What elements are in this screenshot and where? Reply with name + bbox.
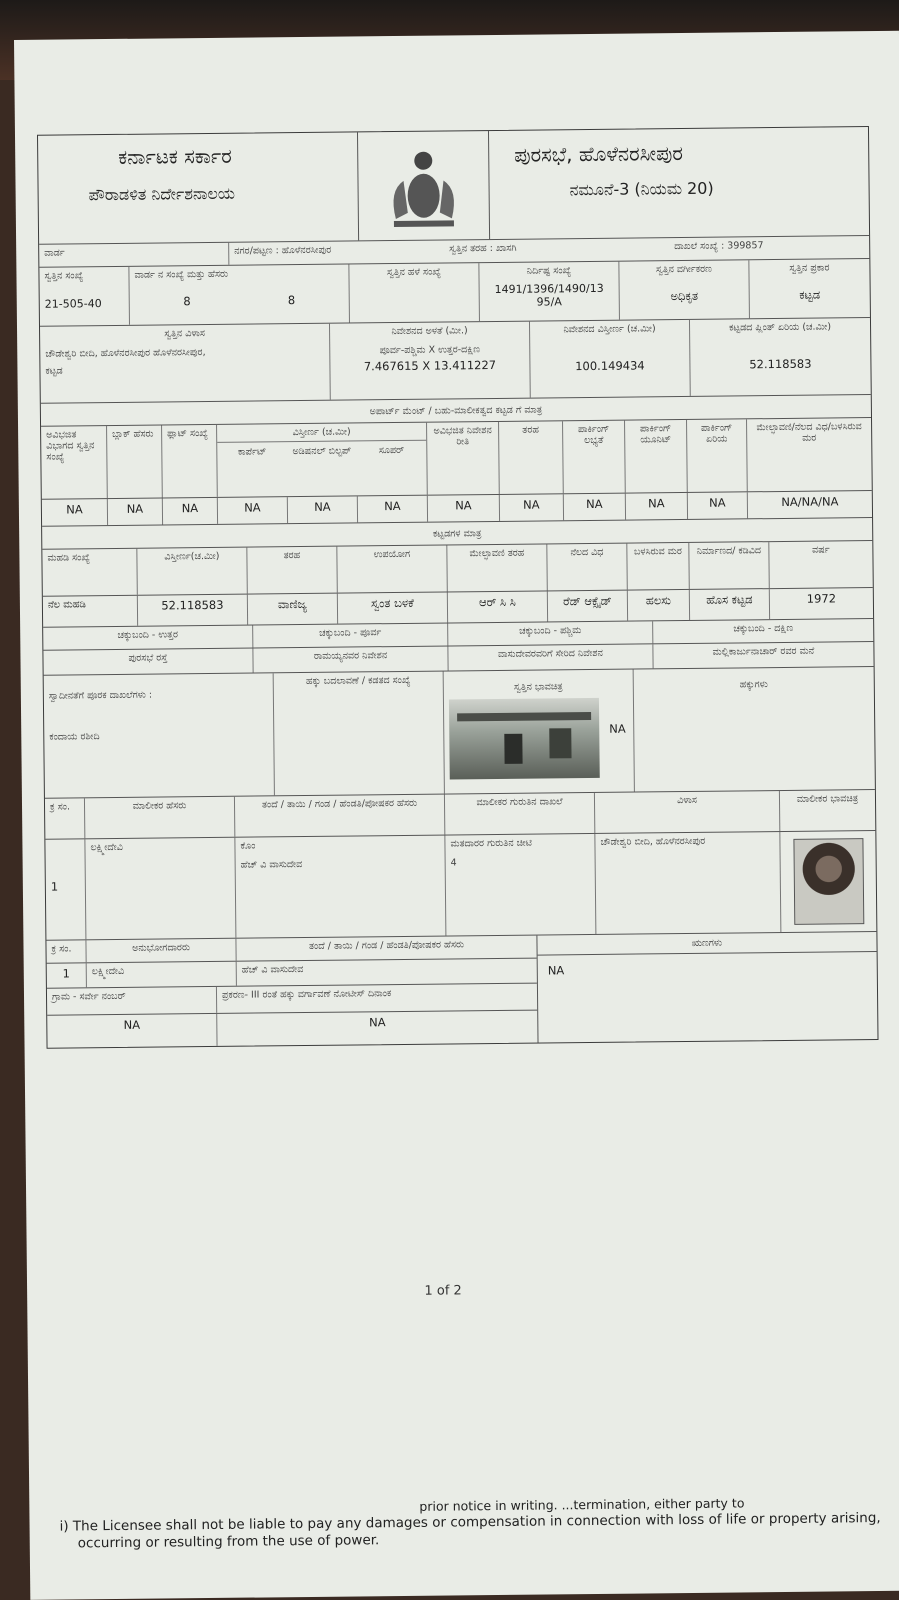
ward-cell xyxy=(129,265,350,325)
rights-label: ಹಕ್ಕುಗಳು xyxy=(739,679,768,691)
header-right xyxy=(489,127,869,239)
apt-col-8: ತರಹ xyxy=(499,421,564,494)
rights-value: NA xyxy=(609,721,626,736)
apt-val-3: NA xyxy=(163,498,218,525)
apt-col-7: ಅವಿಭಜಿತ ನಿವೇಶನ ರೀತಿ xyxy=(427,422,500,495)
classification-label: ಸ್ವತ್ತಿನ ವರ್ಗೀಕರಣ xyxy=(655,263,712,276)
property-register-form xyxy=(37,126,879,1135)
header-left xyxy=(38,132,359,243)
owner-id-value: 4 xyxy=(450,857,457,869)
transfer-file-cell xyxy=(274,672,445,796)
underlying-page-text xyxy=(59,1493,899,1553)
notice-value: NA xyxy=(368,1015,386,1030)
bldg-val-6: ರೆಡ್ ಆಕ್ಸೈಡ್ xyxy=(548,591,628,622)
apt-val-10: NA xyxy=(626,493,688,520)
bldg-col-3: ತರಹ xyxy=(247,547,337,594)
documents-value: ಕಂದಾಯ ರಶೀದಿ xyxy=(49,731,100,743)
boundary-east: ರಾಮಯ್ಯನವರ ನಿವೇಶನ xyxy=(253,646,448,672)
address-line: ಚೌಡೇಶ್ವರಿ ಬೀದಿ, ಹೊಳೆನರಸೀಪುರ ಹೊಳೆನರಸೀಪುರ, xyxy=(45,347,206,360)
address-line-2: ಕಟ್ಟಡ xyxy=(45,365,63,377)
transfer-file-label: ಹಕ್ಕು ಬದಲಾವಣೆ / ಕಡತದ ಸಂಖ್ಯೆ xyxy=(305,674,411,687)
plinth-cell xyxy=(690,318,871,396)
owner-value-row xyxy=(45,831,876,941)
bldg-col-2: ವಿಸ್ತೀರ್ಣ(ಚ.ಮೀ) xyxy=(137,548,247,595)
owner-address: ಚೌಡೇಶ್ವರಿ ಬೀದಿ, ಹೊಳೆನರಸೀಪುರ xyxy=(595,832,781,934)
address-cell xyxy=(40,324,331,403)
type-label: ಸ್ವತ್ತಿನ ಪ್ರಕಾರ xyxy=(789,262,830,274)
property-id-cell xyxy=(39,267,130,326)
site-dims: 7.467615 X 13.411227 xyxy=(363,357,497,374)
apt-val-4: NA xyxy=(218,497,288,524)
form-frame xyxy=(37,126,879,1049)
ward-label: ವಾರ್ಡ ನ ಸಂಖ್ಯೆ ಮತ್ತು ಹೆಸರು xyxy=(134,268,229,281)
survey-label: ಗ್ರಾಮ - ಸರ್ವೇ ನಂಬರ್ xyxy=(47,987,217,1015)
encumbrance-cell xyxy=(537,932,877,1043)
boundary-west: ವಾಸುದೇವರವರಿಗೆ ಸೇರಿದ ನಿವೇಶನ xyxy=(448,644,653,670)
occupant-section xyxy=(46,932,877,1048)
boundary-west-label: ಚಕ್ಕುಬಂದಿ - ಪಶ್ಚಿಮ xyxy=(448,621,653,645)
type: ಕಟ್ಟಡ xyxy=(799,287,821,302)
owner-id-type: ಮತದಾರರ ಗುರುತಿನ ಚೀಟಿ xyxy=(450,837,532,850)
occupant-col-no: ಕ್ರ ಸಂ. xyxy=(46,940,86,962)
survey-value: NA xyxy=(47,1014,217,1048)
specific-number: 1491/1396/1490/13 95/A xyxy=(494,281,604,309)
apt-val-11: NA xyxy=(688,492,748,519)
site-area-label: ನಿವೇಶನದ ವಿಸ್ತೀರ್ಣ (ಚ.ಮೀ) xyxy=(563,323,656,336)
bldg-col-6: ನೆಲದ ವಿಧ xyxy=(547,544,627,591)
apt-col-12: ಮೇಲ್ಛಾವಣಿ/ನೆಲದ ವಿಧ/ಬಳಸಿರುವ ಮರ xyxy=(756,421,862,444)
notice-label: ಪ್ರಕರಣ- III ರಂತೆ ಹಕ್ಕು ವರ್ಗಾವಣೆ ನೋಟೀಸ್ ದಿನಾಂಕ xyxy=(221,988,392,1001)
building-title: ಕಟ್ಟಡಗಳ ಮಾತ್ರ xyxy=(432,527,482,540)
occupant-no: 1 xyxy=(47,963,87,987)
apt-val-12: NA/NA/NA xyxy=(781,494,839,509)
bldg-val-8: ಹೊಸ ಕಟ್ಟಡ xyxy=(690,589,770,620)
ward-side-label: ವಾರ್ಡ xyxy=(39,243,229,267)
occupant-col-relation: ತಂದೆ / ತಾಯಿ / ಗಂಡ / ಹೆಂಡತಿ/ಪೋಷಕರ ಹೆಸರು xyxy=(308,939,465,952)
apt-val-2: NA xyxy=(108,498,163,525)
form-number: ನಮೂನೆ-3 (ನಿಯಮ 20) xyxy=(569,178,714,200)
owner-photo xyxy=(793,838,864,925)
apt-area-group-label: ವಿಸ್ತೀರ್ಣ (ಚ.ಮೀ) xyxy=(217,423,426,443)
site-area-cell xyxy=(530,320,691,398)
paper-page xyxy=(14,31,899,1600)
row-address xyxy=(40,318,871,404)
apartment-header-row xyxy=(41,418,872,500)
owner-relation-cell xyxy=(235,836,446,938)
apt-val-7: NA xyxy=(428,495,500,522)
apt-col-11: ಪಾರ್ಕಿಂಗ್ ಏರಿಯ xyxy=(687,419,748,492)
apt-col-5: ಅಡಿಷನಲ್ ಬಿಲ್ಟಪ್ xyxy=(292,445,352,458)
apartment-title: ಅಪಾರ್ಟ್ ಮೆಂಟ್ / ಬಹು-ಮಾಲೀಕತ್ವದ ಕಟ್ಟಡ ಗೆ ಮಾತ್ರ xyxy=(369,403,543,417)
apt-col-10: ಪಾರ್ಕಿಂಗ್ ಯೂನಿಟ್ xyxy=(625,420,688,493)
boundary-north: ಪುರಸಭೆ ರಸ್ತೆ xyxy=(43,649,253,675)
site-area: 100.149434 xyxy=(575,358,645,374)
bldg-col-7: ಬಳಸಿರುವ ಮರ xyxy=(627,543,689,590)
occupant-left xyxy=(46,936,538,1048)
apt-area-group xyxy=(217,423,428,497)
bldg-col-1: ಮಹಡಿ ಸಂಖ್ಯೆ xyxy=(42,549,137,596)
owner-col-relation: ತಂದೆ / ತಾಯಿ / ಗಂಡ / ಹೆಂಡತಿ/ಪೋಷಕರ ಹೆಸರು xyxy=(235,795,445,837)
bldg-val-2: 52.118583 xyxy=(138,595,248,626)
apt-val-5: NA xyxy=(288,496,358,523)
underlying-line-0: prior notice in writing. ...termination, either party to xyxy=(419,1495,745,1514)
owner-name: ಲಕ್ಷ್ಮೀದೇವಿ xyxy=(85,838,236,940)
underlying-line-1: i) The Licensee shall not be liable to pay any damages or compensation in connection with loss of life or property arising, xyxy=(59,1510,881,1535)
owner-col-address: ವಿಳಾಸ xyxy=(595,791,780,833)
classification-cell xyxy=(619,260,750,319)
boundary-north-label: ಚಕ್ಕುಬಂದಿ - ಉತ್ತರ xyxy=(43,626,253,650)
property-photo xyxy=(449,698,600,780)
apt-val-8: NA xyxy=(500,494,564,521)
owner-col-photo: ಮಾಲೀಕರ ಭಾವಚಿತ್ರ xyxy=(796,793,859,805)
occupant-relation: ಹೆಚ್ ವಿ ವಾಸುದೇವ xyxy=(241,964,304,976)
form-header xyxy=(38,127,869,245)
boundary-east-label: ಚಕ್ಕುಬಂದಿ - ಪೂರ್ವ xyxy=(253,623,448,647)
encumbrance-value: NA xyxy=(547,963,565,978)
bldg-val-1: ನೆಲ ಮಹಡಿ xyxy=(43,596,138,627)
bldg-col-9: ವರ್ಷ xyxy=(812,544,830,556)
bldg-val-9: 1972 xyxy=(806,591,837,606)
emblem-box xyxy=(358,131,490,240)
boundary-south-label: ಚಕ್ಕುಬಂದಿ - ದಕ್ಷಿಣ xyxy=(733,622,794,635)
apt-val-6: NA xyxy=(358,496,428,523)
apt-val-9: NA xyxy=(564,494,626,521)
dims-orientation: ಪೂರ್ವ-ಪಶ್ಚಿಮ X ಉತ್ತರ-ದಕ್ಷಿಣ xyxy=(379,344,481,357)
ward-number: 8 xyxy=(183,294,191,309)
address-label: ಸ್ವತ್ತಿನ ವಿಳಾಸ xyxy=(164,328,205,340)
govt-title: ಕರ್ನಾಟಕ ಸರ್ಕಾರ xyxy=(118,143,232,169)
bldg-val-3: ವಾಣಿಜ್ಯ xyxy=(248,594,338,625)
boundary-south: ಮಲ್ಲಿಕಾರ್ಜುನಾಚಾರ್ ರವರ ಮನೆ xyxy=(712,645,815,658)
type-cell xyxy=(749,259,870,318)
apt-col-2: ಬ್ಲಾಕ್ ಹೆಸರು xyxy=(107,425,163,498)
property-no-label: ಸ್ವತ್ತಿನ ಸಂಖ್ಯೆ xyxy=(44,270,84,282)
bldg-col-5: ಮೇಲ್ಛಾವಣಿ ತರಹ xyxy=(447,544,547,591)
specific-number-label: ನಿರ್ದಿಷ್ಟ ಸಂಖ್ಯೆ xyxy=(526,265,572,277)
apt-col-1: ಅವಿಭಜಿತ ವಿಭಾಗದ ಸ್ವತ್ತಿನ ಸಂಖ್ಯೆ xyxy=(41,426,108,499)
documents-label: ಸ್ವಾದೀನತೆಗೆ ಪೂರಕ ದಾಖಲೆಗಳು : xyxy=(48,689,153,702)
owner-photo-cell xyxy=(780,831,876,932)
directorate-title: ಪೌರಾಡಳಿತ ನಿರ್ದೇಶನಾಲಯ xyxy=(88,183,236,205)
documents-cell xyxy=(44,673,275,797)
property-photo-label: ಸ್ವತ್ತಿನ ಭಾವಚಿತ್ರ xyxy=(513,681,563,693)
site-dims-cell xyxy=(330,322,531,400)
owner-id-cell xyxy=(445,834,596,936)
apt-col-9: ಪಾರ್ಕಿಂಗ್ ಲಭ್ಯತೆ xyxy=(563,421,626,494)
entry-number-label: ದಾಖಲೆ ಸಂಖ್ಯೆ : 399857 xyxy=(674,240,764,253)
apt-val-1: NA xyxy=(42,499,108,526)
owner-col-id: ಮಾಲೀಕರ ಗುರುತಿನ ದಾಖಲೆ xyxy=(445,793,595,835)
bldg-col-8: ನಿರ್ಮಾಣದ/ ಕಡಿವಿದ xyxy=(689,542,769,589)
apt-col-3: ಫ್ಲಾಟ್ ಸಂಖ್ಯೆ xyxy=(162,425,218,498)
owner-col-name: ಮಾಲೀಕರ ಹೆಸರು xyxy=(85,797,235,839)
apt-col-6: ಸೂಪರ್ xyxy=(378,444,405,457)
old-number-label: ಸ್ವತ್ತಿನ ಹಳೆ ಸಂಖ್ಯೆ xyxy=(386,266,441,279)
site-dims-label: ನಿವೇಶನದ ಅಳತೆ (ಮೀ.) xyxy=(391,325,468,338)
bldg-val-7: ಹಲಸು xyxy=(628,590,690,621)
owner-col-no: ಕ್ರ ಸಂ. xyxy=(45,798,85,838)
encumbrance-label: ಋಣಗಳು xyxy=(537,932,876,956)
owner-relation-name: ಹೆಚ್ ವಿ ವಾಸುದೇವ xyxy=(240,859,303,871)
plinth-label: ಕಟ್ಟಡದ ಪ್ಲಿಂತ್ ಏರಿಯ (ಚ.ಮೀ) xyxy=(728,321,832,334)
city-label: ನಗರ/ಪಟ್ಟಣ : ಹೊಳೆನರಸೀಪುರ xyxy=(234,244,332,257)
property-photo-cell xyxy=(444,670,635,794)
apt-col-4: ಕಾರ್ಪೆಟ್ xyxy=(237,446,267,458)
underlying-line-2: occurring or resulting from the use of power. xyxy=(77,1532,380,1552)
rights-cell xyxy=(609,667,875,792)
old-number-cell xyxy=(349,263,480,322)
property-type-label: ಸ್ವತ್ತಿನ ತರಹ : ಖಾಸಗಿ xyxy=(449,242,517,255)
owner-relation-type: ಕೊಂ xyxy=(240,840,256,852)
owner-no: 1 xyxy=(45,839,86,939)
ward-name: 8 xyxy=(287,293,296,308)
row-ward xyxy=(39,259,870,327)
property-id: 21-505-40 xyxy=(44,297,102,311)
occupant-col-name: ಅನುಭೋಗದಾರರು xyxy=(86,939,236,963)
specific-number-cell xyxy=(479,262,620,321)
documents-row xyxy=(44,667,875,799)
bldg-val-4: ಸ್ವಂತ ಬಳಕೆ xyxy=(338,592,448,623)
municipality-title: ಪುರಸಭೆ, ಹೊಳೆನರಸೀಪುರ xyxy=(514,141,684,167)
karnataka-emblem-icon xyxy=(373,140,474,231)
plinth-area: 52.118583 xyxy=(749,356,812,372)
bldg-val-5: ಆರ್ ಸಿ ಸಿ xyxy=(448,591,548,622)
page-number: 1 of 2 xyxy=(424,1283,462,1299)
survey-value-row xyxy=(47,1011,537,1048)
classification: ಅಧಿಕೃತ xyxy=(670,288,699,304)
occupant-name: ಲಕ್ಷ್ಮೀದೇವಿ xyxy=(87,962,237,988)
bldg-col-4: ಉಪಯೋಗ xyxy=(337,545,447,592)
